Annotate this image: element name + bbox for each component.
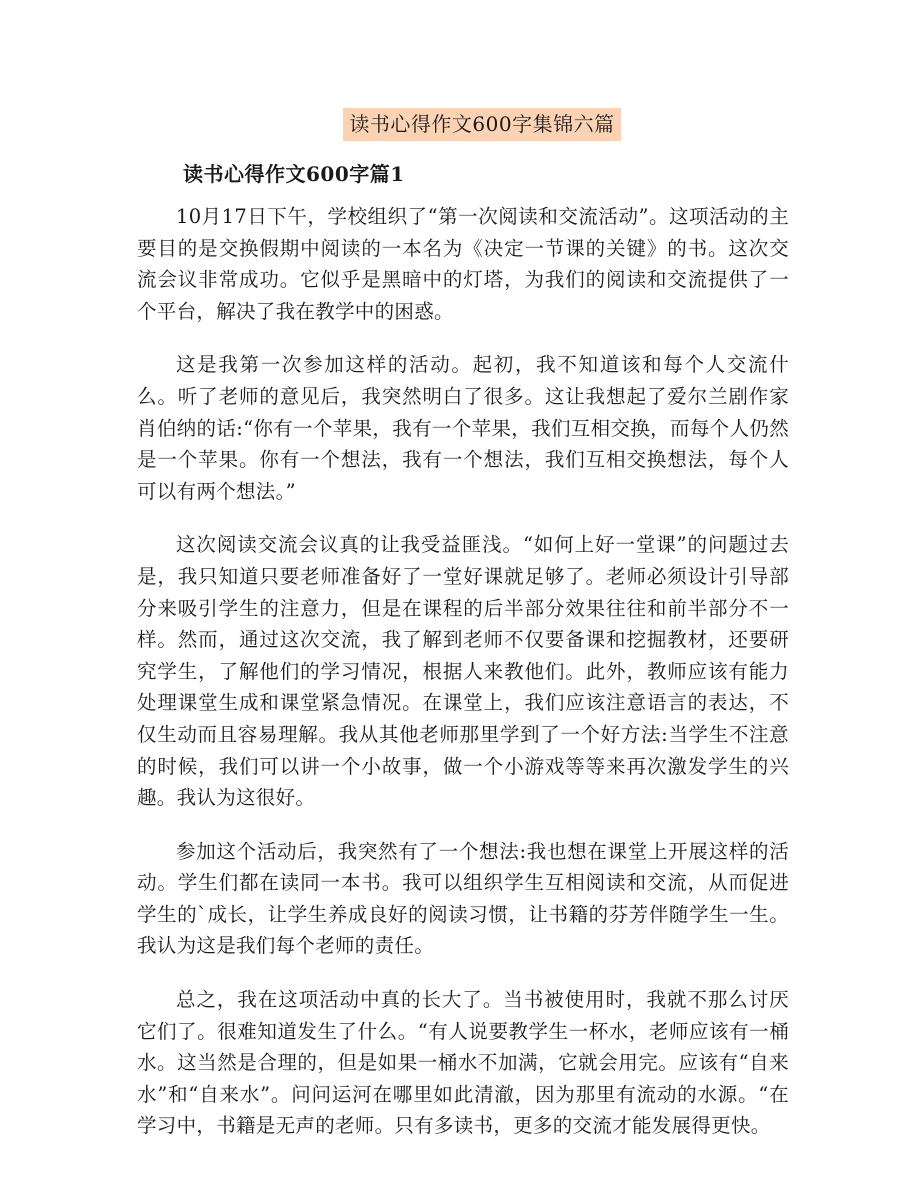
document-title-container bbox=[0, 108, 920, 141]
paragraph: 这次阅读交流会议真的让我受益匪浅。“如何上好一堂课”的问题过去是，我只知道只要老师准备好了一堂好课就足够了。老师必须设计引导部分来吸引学生的注意力，但是在课程的后半部分效果往往和前半部分不一样。然而，通过这次交流，我了解到老师不仅要备课和挖掘教材，还要研究学生，了解他们的学习情况，根据人来教他们。此外，教师应该有能力处理课堂生成和课堂紧急情况。在课堂上，我们应该注意语言的表达，不仅生动而且容易理解。我从其他老师那里学到了一个好方法:当学生不注意的时候，我们可以讲一个小故事，做一个小游戏等等来再次激发学生的兴趣。我认为这很好。 bbox=[137, 533, 789, 810]
paragraph: 10月17日下午，学校组织了“第一次阅读和交流活动”。这项活动的主要目的是交换假期中阅读的一本名为《决定一节课的关键》的书。这次交流会议非常成功。它似乎是黑暗中的灯塔，为我们的阅读和交流提供了一个平台，解决了我在教学中的困惑。 bbox=[137, 205, 789, 323]
paragraph: 这是我第一次参加这样的活动。起初，我不知道该和每个人交流什么。听了老师的意见后，我突然明白了很多。这让我想起了爱尔兰剧作家肖伯纳的话:“你有一个苹果，我有一个苹果，我们互相交换，而每个人仍然是一个苹果。你有一个想法，我有一个想法，我们互相交换想法，每个人可以有两个想法。” bbox=[137, 353, 789, 503]
document-body bbox=[137, 201, 789, 1164]
paragraph: 参加这个活动后，我突然有了一个想法:我也想在课堂上开展这样的活动。学生们都在读同一本书。我可以组织学生互相阅读和交流，从而促进学生的`成长，让学生养成良好的阅读习惯，让书籍的芬芳伴随学生一生。我认为这是我们每个老师的责任。 bbox=[137, 839, 789, 958]
paragraph: 总之，我在这项活动中真的长大了。当书被使用时，我就不那么讨厌它们了。很难知道发生了什么。“有人说要教学生一杯水，老师应该有一桶水。这当然是合理的，但是如果一桶水不加满，它就会用完。应该有“自来水”和“自来水”。问问运河在哪里如此清澈，因为那里有流动的水源。“在学习中，书籍是无声的老师。只有多读书，更多的交流才能发展得更快。 bbox=[137, 988, 789, 1138]
document-title: 读书心得作文600字集锦六篇 bbox=[343, 108, 620, 141]
section-heading: 读书心得作文600字篇1 bbox=[183, 162, 405, 186]
